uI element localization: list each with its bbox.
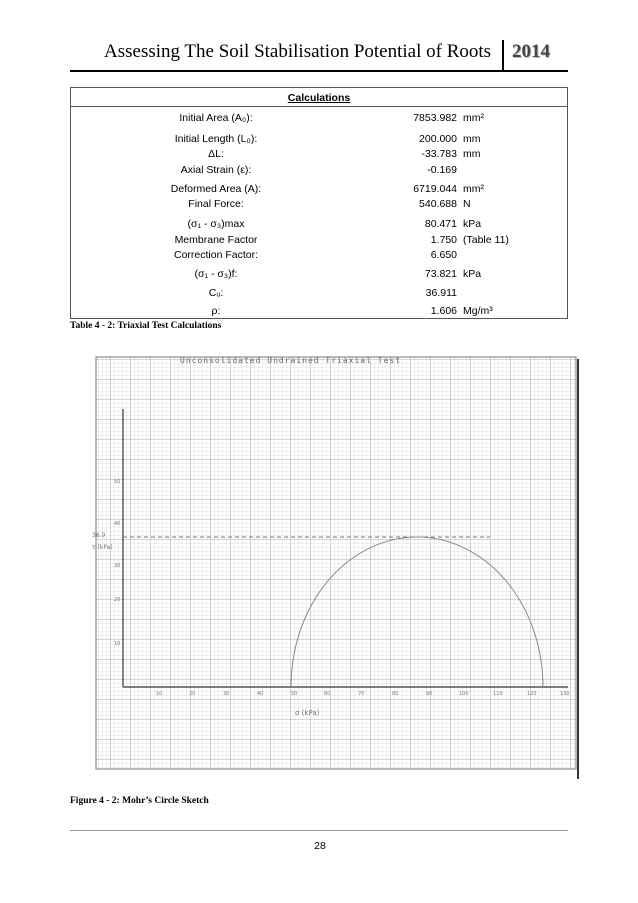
table-row bbox=[71, 133, 567, 147]
row-value: 200.000 bbox=[419, 133, 457, 145]
y-axis-label: τ (kPa) bbox=[92, 544, 113, 551]
y-marker-label: 36.9 bbox=[92, 532, 106, 539]
table-row bbox=[71, 148, 567, 162]
table-row bbox=[71, 164, 567, 178]
y-tick-label: 40 bbox=[114, 521, 121, 527]
row-label: Axial Strain (ε): bbox=[180, 164, 252, 176]
table-row bbox=[71, 249, 567, 263]
row-unit: kPa bbox=[463, 268, 482, 280]
row-value: 6.650 bbox=[430, 249, 457, 261]
row-value: 80.471 bbox=[424, 218, 457, 230]
table-title: Calculations bbox=[287, 92, 351, 104]
row-label: (σ₁ - σ₃)f: bbox=[194, 268, 238, 280]
table-row bbox=[71, 112, 567, 126]
x-tick-label: 30 bbox=[223, 691, 230, 697]
table-row bbox=[71, 198, 567, 212]
row-value: 1.606 bbox=[430, 305, 457, 317]
row-unit: mm² bbox=[463, 112, 484, 124]
x-tick-label: 130 bbox=[560, 691, 570, 697]
row-unit: kPa bbox=[463, 218, 482, 230]
header-title: Assessing The Soil Stabilisation Potential of Roots bbox=[104, 41, 492, 62]
graph-paper-sketch bbox=[90, 339, 585, 781]
row-unit: (Table 11) bbox=[463, 234, 509, 246]
table-row bbox=[71, 268, 567, 282]
row-unit: N bbox=[463, 198, 471, 210]
table-row bbox=[71, 183, 567, 197]
y-tick-label: 20 bbox=[114, 597, 121, 603]
y-tick-label: 30 bbox=[114, 563, 121, 569]
row-unit: mm bbox=[463, 148, 481, 160]
table-row bbox=[71, 305, 567, 319]
x-tick-label: 40 bbox=[257, 691, 264, 697]
row-unit: mm bbox=[463, 133, 481, 145]
footer-rule bbox=[70, 830, 568, 831]
table-row bbox=[71, 234, 567, 248]
header-rule bbox=[70, 70, 568, 72]
x-tick-label: 10 bbox=[156, 691, 163, 697]
x-tick-label: 50 bbox=[291, 691, 298, 697]
header-year: 2014 bbox=[512, 41, 550, 62]
x-tick-label: 60 bbox=[324, 691, 331, 697]
row-value: -33.783 bbox=[421, 148, 457, 160]
row-label: ΔL: bbox=[208, 148, 224, 160]
table-title-rule bbox=[71, 106, 567, 107]
x-tick-label: 90 bbox=[426, 691, 433, 697]
x-tick-label: 80 bbox=[392, 691, 399, 697]
figure-caption: Figure 4 - 2: Mohr’s Circle Sketch bbox=[70, 796, 209, 806]
row-value: 6719.044 bbox=[413, 183, 457, 195]
row-label: Initial Area (A₀): bbox=[179, 112, 253, 124]
table-caption: Table 4 - 2: Triaxial Test Calculations bbox=[70, 321, 222, 331]
table-row bbox=[71, 218, 567, 232]
row-label: Deformed Area (A): bbox=[170, 183, 262, 195]
y-tick-label: 50 bbox=[114, 479, 121, 485]
row-label: Cᵤ: bbox=[208, 287, 224, 299]
row-value: 7853.982 bbox=[413, 112, 457, 124]
x-tick-label: 120 bbox=[527, 691, 537, 697]
y-tick-label: 10 bbox=[114, 641, 121, 647]
row-label: Initial Length (L₀): bbox=[174, 133, 258, 145]
row-value: 36.911 bbox=[425, 287, 457, 299]
x-axis-label: σ (kPa) bbox=[295, 709, 320, 717]
row-label: ρ: bbox=[211, 305, 221, 317]
page-number: 28 bbox=[314, 840, 326, 852]
row-value: 73.821 bbox=[424, 268, 457, 280]
row-label: Final Force: bbox=[188, 198, 244, 210]
x-tick-label: 110 bbox=[493, 691, 503, 697]
header-separator bbox=[502, 40, 504, 72]
mohr-circle-figure bbox=[90, 339, 585, 781]
row-label: (σ₁ - σ₃)max bbox=[187, 218, 245, 230]
row-unit: Mg/m³ bbox=[463, 305, 493, 317]
sketch-title: Unconsolidated Undrained Triaxial Test bbox=[180, 356, 402, 365]
x-tick-label: 20 bbox=[189, 691, 196, 697]
row-unit: mm² bbox=[463, 183, 484, 195]
graph-grid bbox=[96, 357, 576, 769]
row-value: 1.750 bbox=[430, 234, 457, 246]
row-value: -0.169 bbox=[427, 164, 457, 176]
calculations-table bbox=[70, 87, 568, 319]
x-tick-label: 100 bbox=[459, 691, 469, 697]
table-row bbox=[71, 287, 567, 301]
row-label: Membrane Factor bbox=[174, 234, 258, 246]
row-value: 540.688 bbox=[419, 198, 457, 210]
row-label: Correction Factor: bbox=[173, 249, 259, 261]
page-header bbox=[70, 40, 568, 74]
x-tick-label: 70 bbox=[358, 691, 365, 697]
